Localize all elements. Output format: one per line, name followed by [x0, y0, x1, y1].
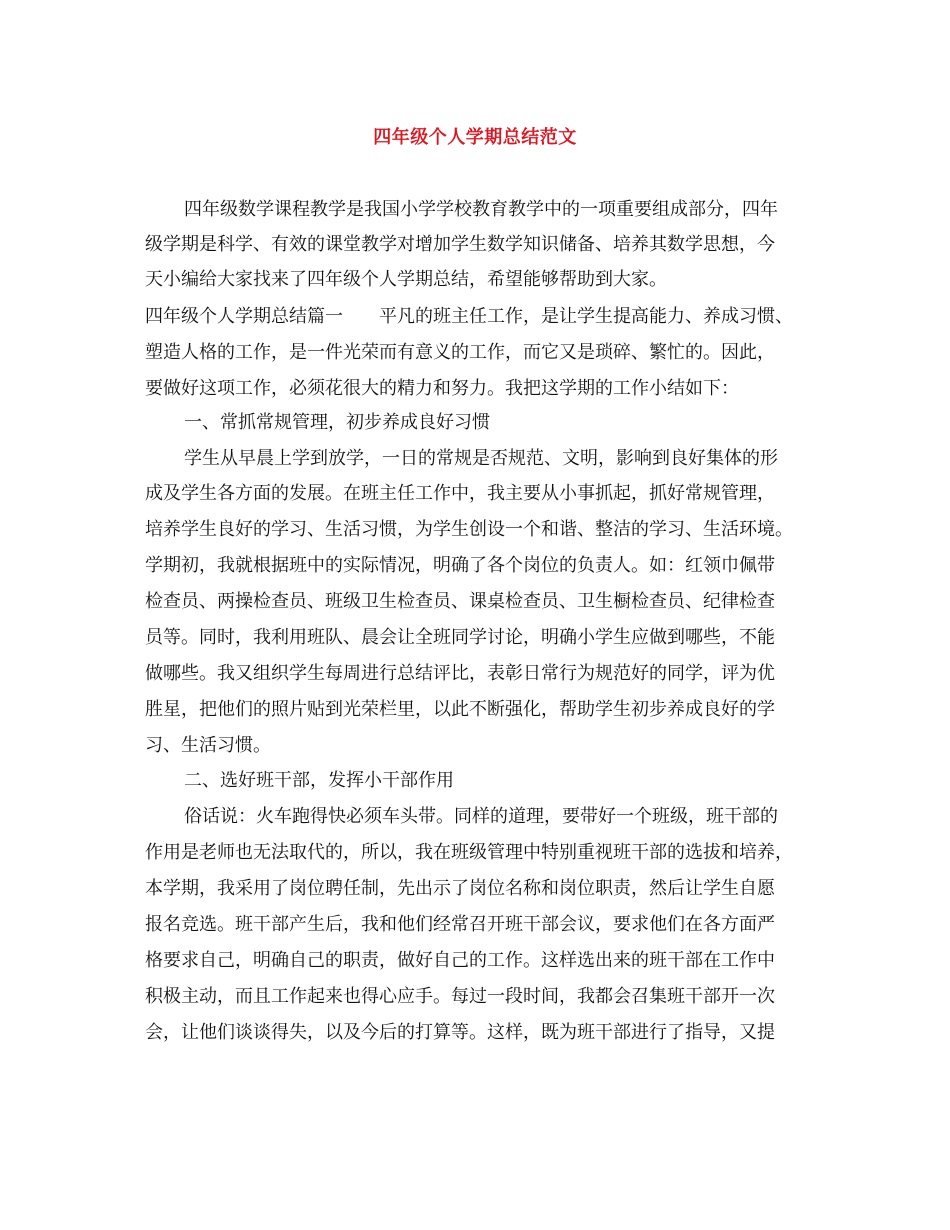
- body-line: 级学期是科学、有效的课堂教学对增加学生数学知识储备、培养其数学思想，今: [145, 234, 775, 255]
- body-line: 做哪些。我又组织学生每周进行总结评比，表彰日常行为规范好的同学，评为优: [145, 663, 775, 684]
- body-line: 天小编给大家找来了四年级个人学期总结，希望能够帮助到大家。: [145, 269, 667, 290]
- body-line: 会，让他们谈谈得失，以及今后的打算等。这样，既为班干部进行了指导，又提: [145, 1022, 775, 1043]
- page-title: 四年级个人学期总结范文: [373, 127, 577, 148]
- body-line: 俗话说：火车跑得快必须车头带。同样的道理，要带好一个班级，班干部的: [184, 806, 778, 827]
- body-line: 作用是老师也无法取代的，所以，我在班级管理中特别重视班干部的选拔和培养，: [145, 842, 793, 863]
- body-line: 积极主动，而且工作起来也得心应手。每过一段时间，我都会召集班干部开一次: [145, 986, 775, 1007]
- body-line: 本学期，我采用了岗位聘任制，先出示了岗位名称和岗位职责，然后让学生自愿: [145, 878, 775, 899]
- body-line: 要做好这项工作，必须花很大的精力和努力。我把这学期的工作小结如下：: [145, 378, 739, 399]
- section-heading: 二、选好班干部，发挥小干部作用: [184, 770, 454, 791]
- body-line: 格要求自己，明确自己的职责，做好自己的工作。这样选出来的班干部在工作中: [145, 950, 775, 971]
- body-line: 报名竞选。班干部产生后，我和他们经常召开班干部会议，要求他们在各方面严: [145, 914, 775, 935]
- body-line: 学生从早晨上学到放学，一日的常规是否规范、文明，影响到良好集体的形: [184, 448, 778, 469]
- body-line: 习、生活习惯。: [145, 735, 271, 756]
- body-line: 检查员、两操检查员、班级卫生检查员、课桌检查员、卫生橱检查员、纪律检查: [145, 591, 775, 612]
- section-heading: 一、常抓常规管理，初步养成良好习惯: [184, 412, 490, 433]
- body-line: 四年级个人学期总结篇一 平凡的班主任工作，是让学生提高能力、养成习惯、: [145, 306, 793, 327]
- body-line: 四年级数学课程教学是我国小学学校教育教学中的一项重要组成部分，四年: [184, 199, 778, 220]
- body-line: 胜星，把他们的照片贴到光荣栏里，以此不断强化，帮助学生初步养成良好的学: [145, 699, 775, 720]
- body-line: 成及学生各方面的发展。在班主任工作中，我主要从小事抓起，抓好常规管理，: [145, 483, 775, 504]
- body-line: 员等。同时，我利用班队、晨会让全班同学讨论，明确小学生应做到哪些，不能: [145, 627, 775, 648]
- body-line: 塑造人格的工作，是一件光荣而有意义的工作，而它又是琐碎、繁忙的。因此，: [145, 342, 775, 363]
- body-line: 学期初，我就根据班中的实际情况，明确了各个岗位的负责人。如：红领巾佩带: [145, 555, 775, 576]
- body-line: 培养学生良好的学习、生活习惯，为学生创设一个和谐、整洁的学习、生活环境。: [145, 519, 793, 540]
